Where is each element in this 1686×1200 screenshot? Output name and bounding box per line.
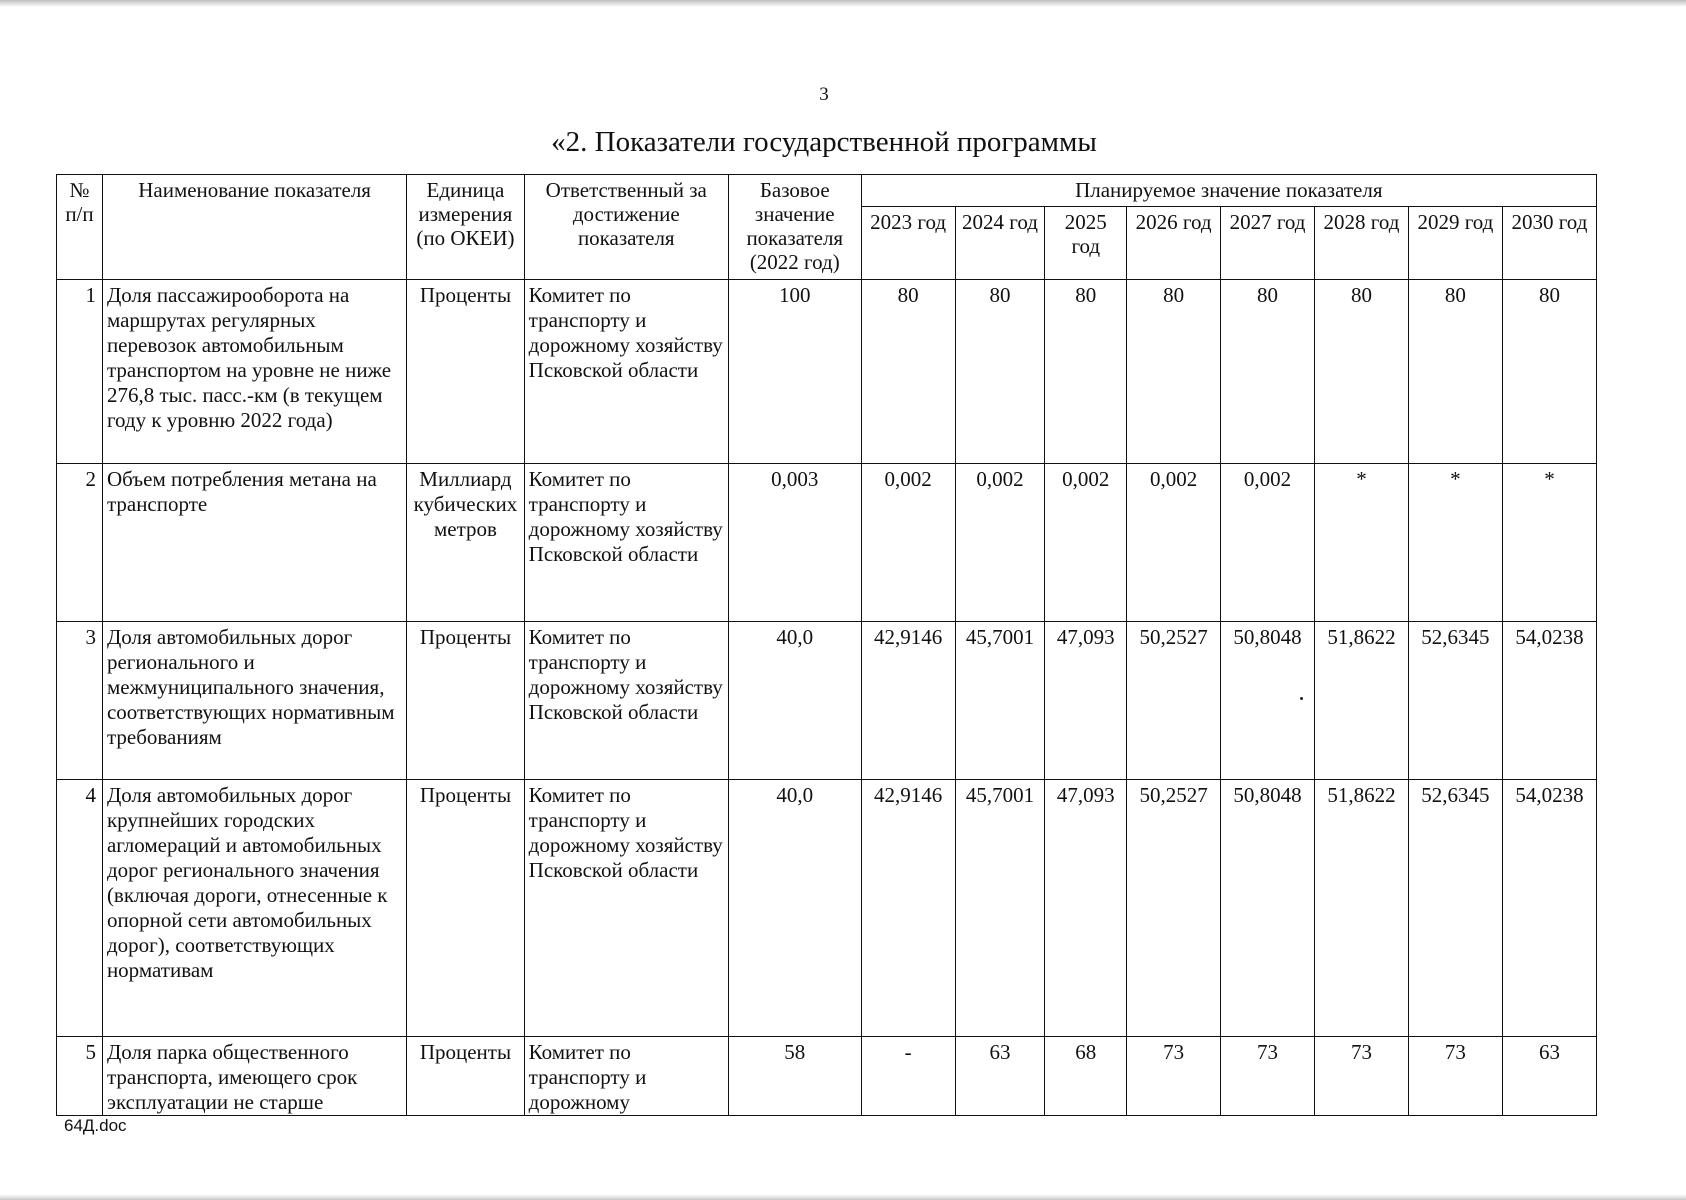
planned-value: 51,8622 xyxy=(1315,622,1409,780)
planned-value: 73 xyxy=(1127,1037,1221,1116)
table-row xyxy=(57,622,1597,780)
header-year: 2026 год xyxy=(1127,207,1221,280)
planned-value: 50,8048 xyxy=(1221,622,1315,780)
planned-value: - xyxy=(861,1037,955,1116)
indicator-unit: Проценты xyxy=(407,1037,524,1116)
indicator-name: Доля пассажирооборота на маршрутах регулярных перевозок автомобильным транспортом на уровне не ниже 276,8 тыс. пасс.-км (в текущем году к уровню 2022 года) xyxy=(102,280,406,464)
indicator-responsible: Комитет по транспорту и дорожному хозяйству Псковской области xyxy=(524,622,728,780)
planned-value: 52,6345 xyxy=(1408,622,1502,780)
planned-value: 47,093 xyxy=(1045,622,1127,780)
indicators-table xyxy=(56,174,1597,1116)
header-name: Наименование показателя xyxy=(102,175,406,280)
indicator-name: Доля автомобильных дорог регионального и межмуниципального значения, соответствующих нормативным требованиям xyxy=(102,622,406,780)
planned-value: 80 xyxy=(955,280,1045,464)
indicator-unit: Проценты xyxy=(407,622,524,780)
header-base: Базовое значение показателя (2022 год) xyxy=(728,175,861,280)
header-year: 2029 год xyxy=(1408,207,1502,280)
planned-value: 80 xyxy=(1045,280,1127,464)
header-planned: Планируемое значение показателя xyxy=(861,175,1596,207)
planned-value: 54,0238 xyxy=(1502,622,1596,780)
planned-value: 80 xyxy=(1221,280,1315,464)
indicator-name: Объем потребления метана на транспорте xyxy=(102,464,406,622)
row-number: 3 xyxy=(57,622,103,780)
page-number: 3 xyxy=(819,84,829,105)
document-title: «2. Показатели государственной программы xyxy=(551,126,1097,158)
indicator-base-value: 40,0 xyxy=(728,622,861,780)
indicator-unit: Проценты xyxy=(407,780,524,1037)
row-number: 2 xyxy=(57,464,103,622)
planned-value: 42,9146 xyxy=(861,622,955,780)
planned-value: 0,002 xyxy=(861,464,955,622)
header-year: 2030 год xyxy=(1502,207,1596,280)
header-year: 2025 год xyxy=(1045,207,1127,280)
header-year: 2027 год xyxy=(1221,207,1315,280)
planned-value: * xyxy=(1408,464,1502,622)
planned-value: 68 xyxy=(1045,1037,1127,1116)
planned-value: 50,2527 xyxy=(1127,780,1221,1037)
indicator-responsible: Комитет по транспорту и дорожному xyxy=(524,1037,728,1116)
indicator-base-value: 40,0 xyxy=(728,780,861,1037)
planned-value: 45,7001 xyxy=(955,622,1045,780)
planned-value: 80 xyxy=(1502,280,1596,464)
planned-value: 50,8048 xyxy=(1221,780,1315,1037)
indicator-unit: Миллиард кубических метров xyxy=(407,464,524,622)
indicator-responsible: Комитет по транспорту и дорожному хозяйству Псковской области xyxy=(524,780,728,1037)
header-row-top xyxy=(57,175,1597,207)
planned-value: 47,093 xyxy=(1045,780,1127,1037)
table-row xyxy=(57,280,1597,464)
planned-value: 63 xyxy=(1502,1037,1596,1116)
planned-value: 73 xyxy=(1221,1037,1315,1116)
indicator-base-value: 100 xyxy=(728,280,861,464)
table-row xyxy=(57,464,1597,622)
planned-value: 73 xyxy=(1408,1037,1502,1116)
indicator-responsible: Комитет по транспорту и дорожному хозяйству Псковской области xyxy=(524,280,728,464)
header-year: 2024 год xyxy=(955,207,1045,280)
row-number: 4 xyxy=(57,780,103,1037)
planned-value: 52,6345 xyxy=(1408,780,1502,1037)
planned-value: 0,002 xyxy=(1127,464,1221,622)
planned-value: 80 xyxy=(1315,280,1409,464)
planned-value: 51,8622 xyxy=(1315,780,1409,1037)
table-row xyxy=(57,1037,1597,1116)
header-no: № п/п xyxy=(57,175,103,280)
table-row xyxy=(57,780,1597,1037)
planned-value: 80 xyxy=(861,280,955,464)
planned-value: 0,002 xyxy=(1221,464,1315,622)
planned-value: 80 xyxy=(1127,280,1221,464)
footer-filename: 64Д.doc xyxy=(64,1116,127,1135)
planned-value: 50,2527 xyxy=(1127,622,1221,780)
row-number: 1 xyxy=(57,280,103,464)
planned-value: 42,9146 xyxy=(861,780,955,1037)
indicator-unit: Проценты xyxy=(407,280,524,464)
indicator-base-value: 58 xyxy=(728,1037,861,1116)
indicator-base-value: 0,003 xyxy=(728,464,861,622)
header-year: 2023 год xyxy=(861,207,955,280)
planned-value: * xyxy=(1315,464,1409,622)
indicator-name: Доля парка общественного транспорта, имеющего срок эксплуатации не старше xyxy=(102,1037,406,1116)
row-number: 5 xyxy=(57,1037,103,1116)
header-unit: Единица измерения (по ОКЕИ) xyxy=(407,175,524,280)
planned-value: 54,0238 xyxy=(1502,780,1596,1037)
indicator-responsible: Комитет по транспорту и дорожному хозяйству Псковской области xyxy=(524,464,728,622)
planned-value: 0,002 xyxy=(1045,464,1127,622)
header-responsible: Ответственный за достижение показателя xyxy=(524,175,728,280)
scan-speck xyxy=(1300,697,1303,700)
planned-value: 80 xyxy=(1408,280,1502,464)
planned-value: 73 xyxy=(1315,1037,1409,1116)
scan-top-edge xyxy=(0,0,1686,7)
planned-value: * xyxy=(1502,464,1596,622)
planned-value: 45,7001 xyxy=(955,780,1045,1037)
indicator-name: Доля автомобильных дорог крупнейших городских агломераций и автомобильных дорог регионального значения (включая дороги, отнесенные к опорной сети автомобильных дорог), соответствующих нормативам xyxy=(102,780,406,1037)
planned-value: 63 xyxy=(955,1037,1045,1116)
header-year: 2028 год xyxy=(1315,207,1409,280)
planned-value: 0,002 xyxy=(955,464,1045,622)
scan-bottom-edge xyxy=(0,1194,1686,1200)
